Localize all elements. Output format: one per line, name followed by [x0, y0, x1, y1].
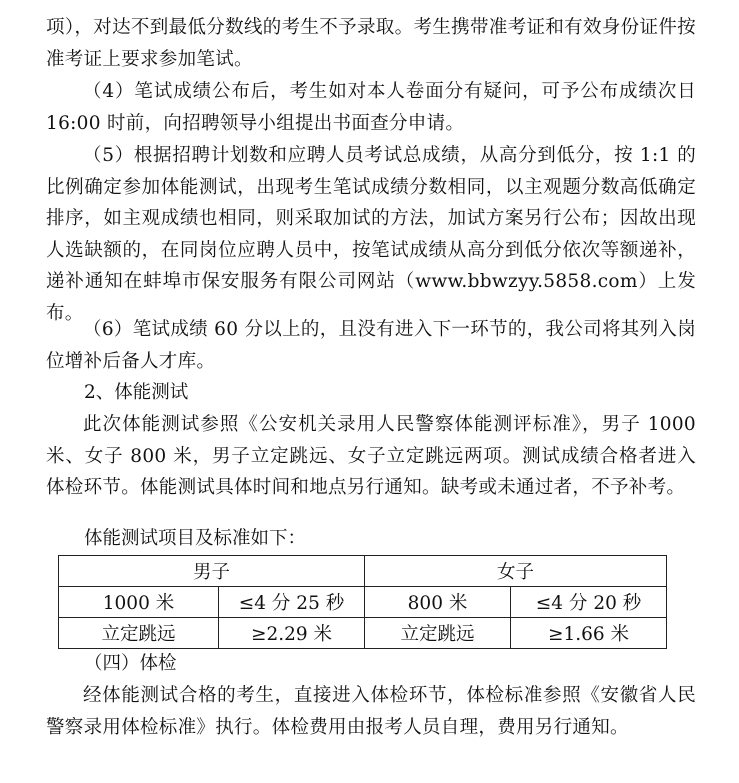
table-row	[59, 587, 667, 618]
paragraph-talent-pool: （6）笔试成绩 60 分以上的，且没有进入下一环节的，我公司将其列入岗位增补后备人才库。	[46, 319, 696, 372]
table-header-row	[59, 556, 667, 587]
male-standard-cell: ≤4 分 25 秒	[219, 587, 365, 618]
paragraph-ranking-rules: （5）根据招聘计划数和应聘人员考试总成绩，从高分到低分，按 1:1 的比例确定参加体能测试，出现考生笔试成绩分数相同，以主观题分数高低确定排序，如主观成绩也相同，则采取加试的方法，加试方案另行公布；因故出现人选缺额的，在同岗位应聘人员中，按笔试成绩从高分到低分依次等额递补，递补通知在蚌埠市保安服务有限公司网站（www.bbwzyy.5858.com）上发布。	[46, 145, 696, 324]
section-heading-medical-exam: （四）体检	[84, 653, 177, 674]
male-item-cell: 立定跳远	[59, 618, 219, 649]
female-item-cell: 立定跳远	[365, 618, 511, 649]
female-standard-cell: ≤4 分 20 秒	[511, 587, 667, 618]
female-header: 女子	[365, 556, 667, 587]
paragraph-fitness-test: 此次体能测试参照《公安机关录用人民警察体能测评标准》，男子 1000 米、女子 800 米，男子立定跳远、女子立定跳远两项。测试成绩合格者进入体检环节。体能测试具体时间和地点另行通知。缺考或未通过者，不予补考。	[46, 414, 696, 499]
paragraph-admission-notice: 项），对达不到最低分数线的考生不予录取。考生携带准考证和有效身份证件按准考证上要求参加笔试。	[46, 17, 696, 70]
paragraph-medical-exam: 经体能测试合格的考生，直接进入体检环节，体检标准参照《安徽省人民警察录用体检标准》执行。体检费用由报考人员自理，费用另行通知。	[46, 685, 696, 738]
fitness-standards-table	[58, 555, 667, 649]
table-row	[59, 618, 667, 649]
female-standard-cell: ≥1.66 米	[511, 618, 667, 649]
female-item-cell: 800 米	[365, 587, 511, 618]
paragraph-score-query: （4）笔试成绩公布后，考生如对本人卷面分有疑问，可予公布成绩次日 16:00 时前，向招聘领导小组提出书面查分申请。	[46, 81, 696, 134]
male-item-cell: 1000 米	[59, 587, 219, 618]
section-heading-fitness-test: 2、体能测试	[84, 382, 189, 403]
table-caption: 体能测试项目及标准如下：	[84, 528, 307, 549]
male-standard-cell: ≥2.29 米	[219, 618, 365, 649]
male-header: 男子	[59, 556, 365, 587]
